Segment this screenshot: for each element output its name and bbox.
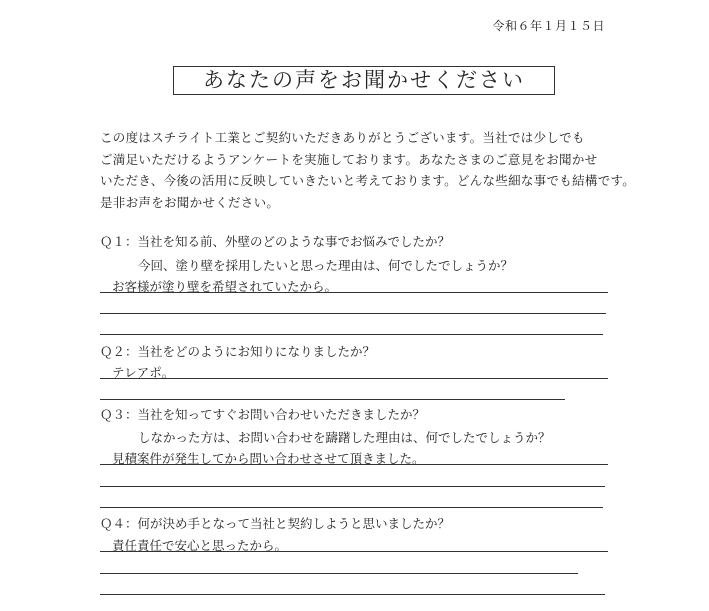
answer-line [100, 551, 608, 552]
intro-paragraph [100, 127, 636, 213]
question-3: Ｑ３：当社を知ってすぐお問い合わせいただきましたか？ [100, 407, 426, 422]
answer-line [100, 399, 565, 400]
intro-line: ご満足いただけるようアンケートを実施しております。あなたさまのご意見をお聞かせ [100, 151, 598, 167]
question-1: Ｑ１：当社を知る前、外壁のどのような事でお悩みでしたか？ [100, 234, 451, 249]
answer-line [100, 594, 605, 595]
question-2: Ｑ２：当社をどのようにお知りになりましたか？ [100, 344, 376, 359]
answer-line [100, 313, 606, 314]
question-3-sub: しなかった方は、お問い合わせを躊躇した理由は、何でしたでしょうか？ [138, 430, 551, 445]
answer-line [100, 507, 603, 508]
intro-line: いただき、今後の活用に反映していきたいと考えております。どんな些細な事でも結構です。 [100, 173, 636, 188]
answer-line [100, 292, 608, 293]
answer-4: 責任責任で安心と思ったから。 [112, 538, 288, 553]
answer-line [100, 378, 608, 379]
page-title: あなたの声をお聞かせください [203, 68, 525, 92]
answer-3: 見積案件が発生してから問い合わせさせて頂きました。 [112, 451, 425, 466]
title-box [173, 66, 555, 95]
document-date: 令和６年１月１５日 [492, 19, 605, 33]
answer-2: テレアポ。 [112, 365, 175, 380]
answer-line [100, 486, 605, 487]
intro-line: 是非お声をお聞かせください。 [100, 194, 280, 210]
question-4: Ｑ４：何が決め手となって当社と契約しようと思いましたか？ [100, 516, 451, 531]
answer-line [100, 464, 608, 465]
question-1-sub: 今回、塗り壁を採用したいと思った理由は、何でしたでしょうか？ [138, 258, 514, 273]
intro-line: この度はスチライト工業とご契約いただきありがとうございます。当社では少しでも [100, 130, 585, 145]
answer-line [100, 573, 578, 574]
answer-1: お客様が塗り壁を希望されていたから。 [112, 279, 338, 294]
answer-line [100, 334, 603, 335]
